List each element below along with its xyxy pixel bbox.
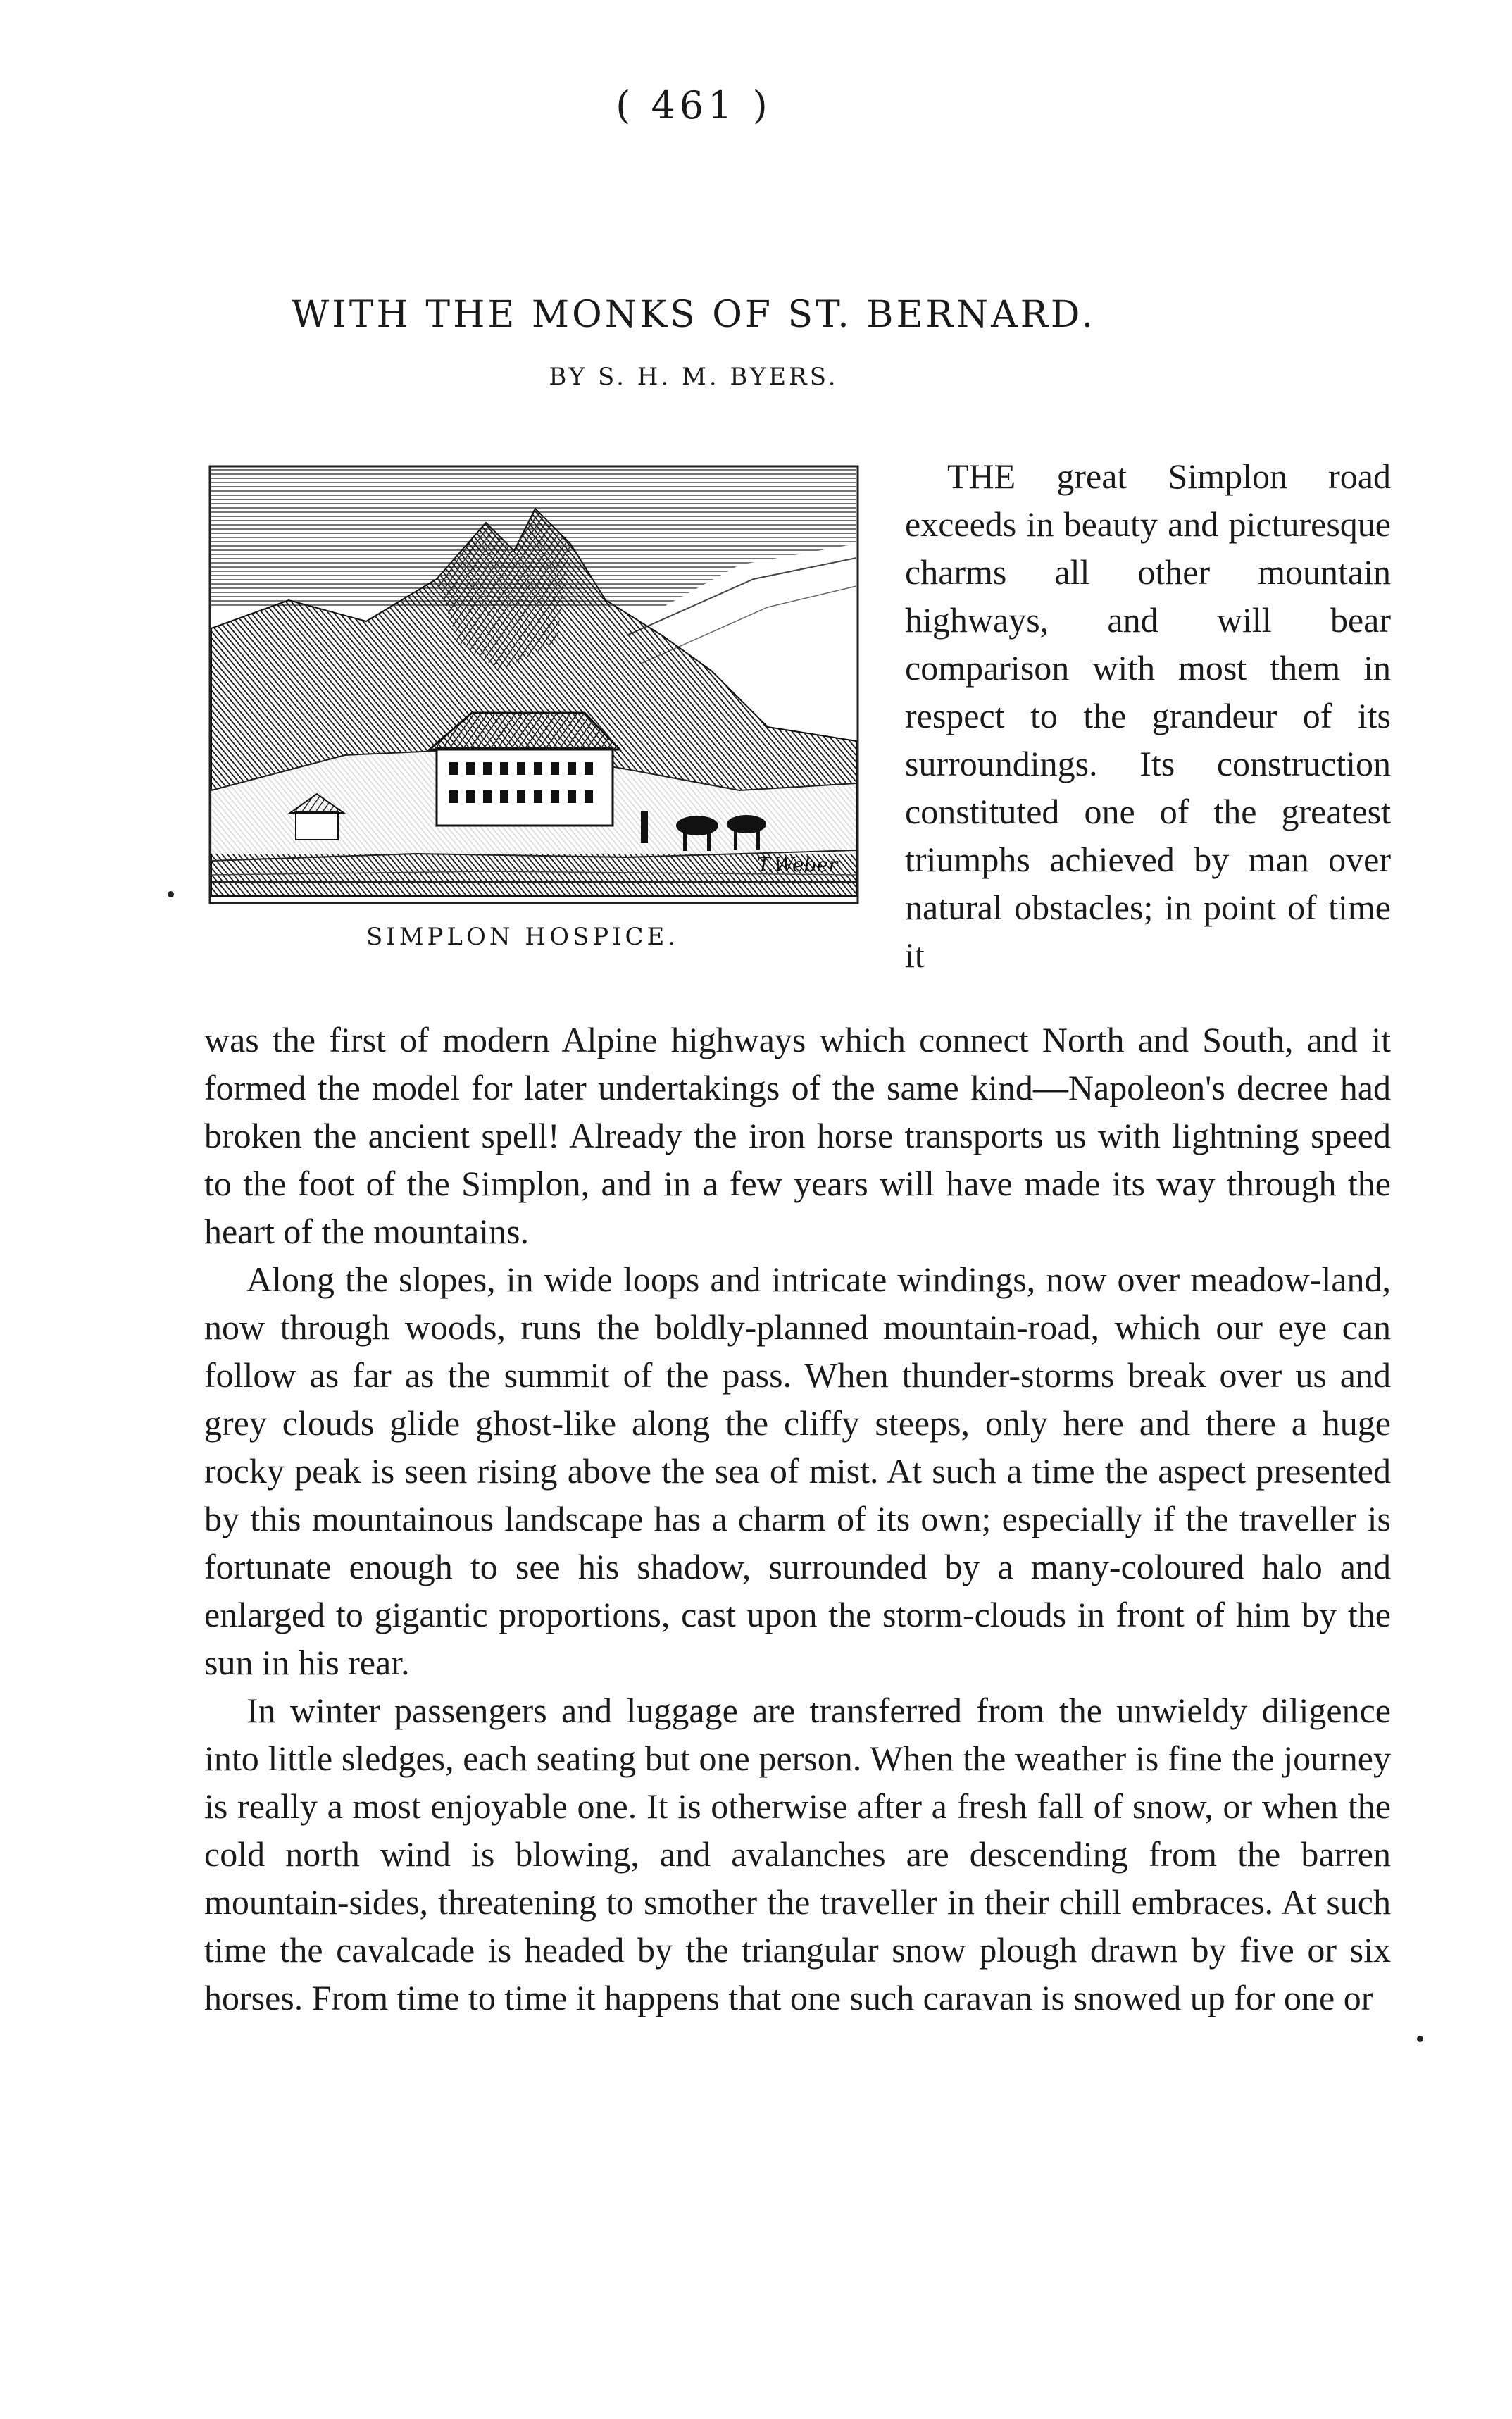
- simplon-hospice-illustration: [204, 459, 865, 910]
- margin-mark: [168, 891, 174, 897]
- paragraph-winter-travel: In winter passengers and luggage are transferred from the unwieldy diligence into little sledges, each seating but one person. When the weather is fine the journey is really a most enjoyable one. It is otherwise after a fresh fall of snow, or when the cold north wind is blowing, and avalanches are descending from the barren mountain-sides, threatening to smother the traveller in their chill embraces. At such time the cavalcade is headed by the triangular snow plough drawn by five or six horses. From time to time it happens that one such caravan is snowed up for one or: [204, 1691, 1391, 2017]
- body-text: [204, 1016, 1391, 2340]
- paragraph-simplon-road: Along the slopes, in wide loops and intricate windings, now over meadow-land, now through woods, runs the boldly-planned mountain-road, which our eye can follow as far as the summit of the pass. When thunder-storms break over us and grey clouds glide ghost-like along the cliffy steeps, only here and there a huge rocky peak is seen rising above the sea of mist. At such a time the aspect presented by this mountainous landscape has a charm of its own; especially if the traveller is fortunate enough to see his shadow, surrounded by a many-coloured halo and enlarged to gigantic proportions, cast upon the storm-clouds in front of him by the sun in his rear.: [204, 1260, 1391, 1682]
- paragraph-intro-continued: was the first of modern Alpine highways which connect North and South, and it formed the model for later undertakings of the same kind—Napoleon's decree had broken the ancient spell! Already the iron horse transports us with lightning speed to the foot of the Simplon, and in a few years will have made its way through the heart of the mountains.: [204, 1020, 1391, 1251]
- paragraph-intro: THE great Simplon road exceeds in beauty and picturesque charms all other mountain highways, and will bear comparison with most them in respect to the grandeur of its surroundings. Its construction constituted one of the greatest triumphs achieved by man over natural obstacles; in point of time it: [905, 456, 1391, 975]
- article-title: WITH THE MONKS OF ST. BERNARD.: [291, 293, 1096, 336]
- intro-column: [905, 452, 1391, 1027]
- margin-mark: [1417, 2036, 1423, 2042]
- figure-caption: SIMPLON HOSPICE.: [366, 923, 680, 951]
- byline: BY S. H. M. BYERS.: [549, 363, 839, 391]
- artist-signature: T.Weber: [757, 853, 838, 876]
- page-number: ( 461 ): [616, 83, 772, 128]
- hospice-building: [430, 713, 620, 826]
